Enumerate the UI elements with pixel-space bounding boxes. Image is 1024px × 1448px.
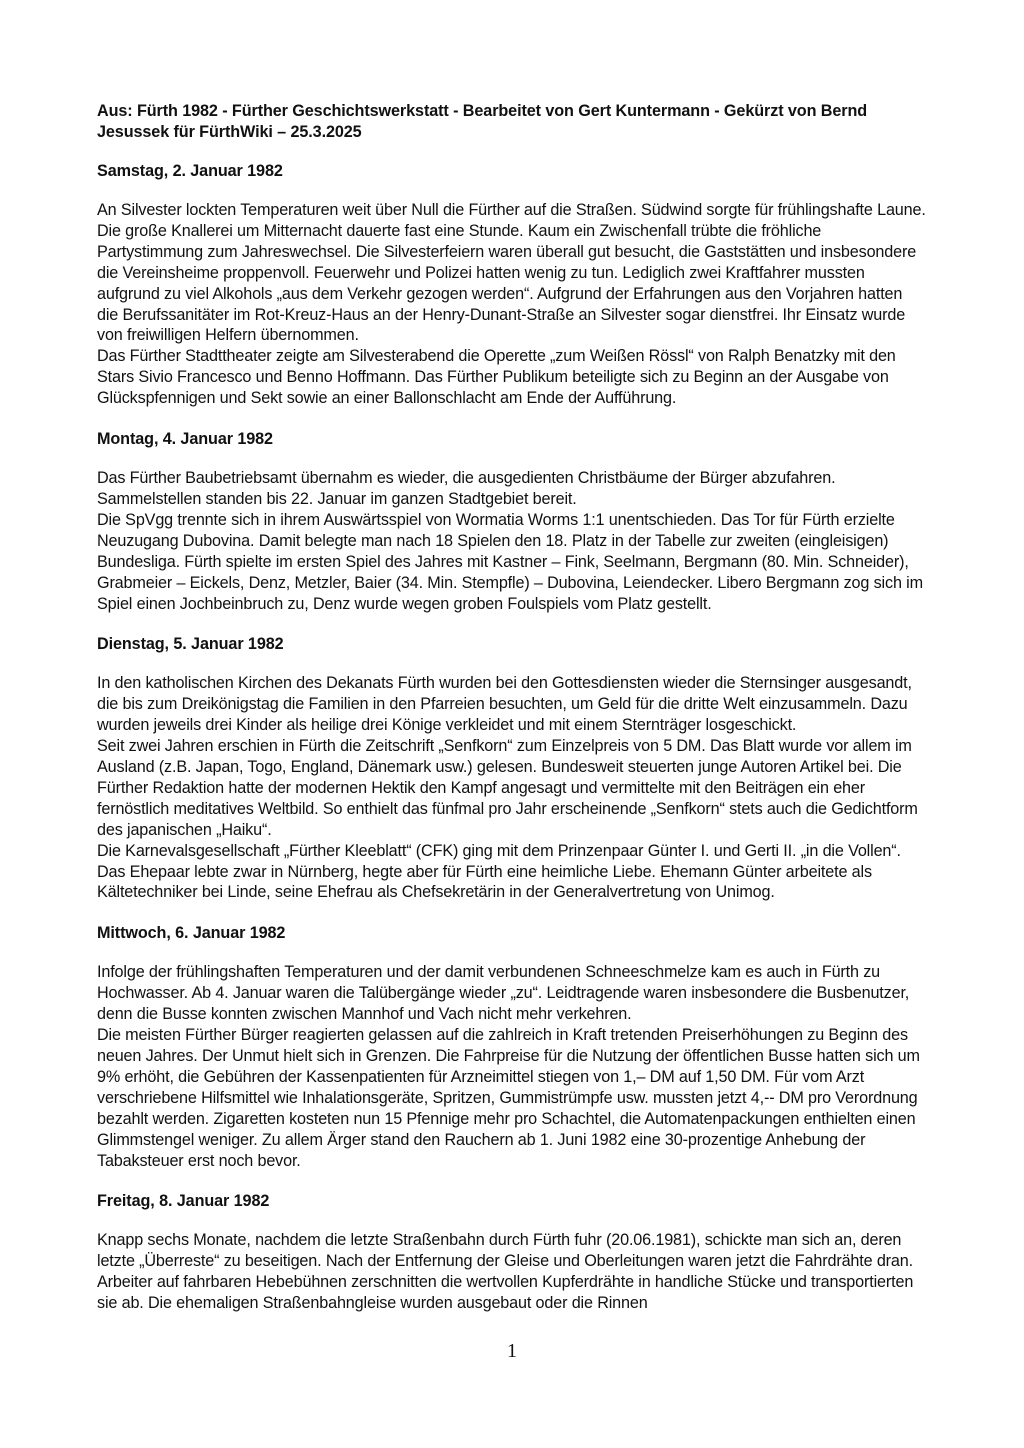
paragraph: An Silvester lockten Temperaturen weit über Null die Fürther auf die Straßen. Südwind sorgte für frühlingshafte Laune. Die große Knallerei um Mitternacht dauerte fast eine Stunde. Kaum ein Zwischenfall trübte die fröhliche Partystimmung zum Jahreswechsel. Die Silvesterfeiern waren überall gut besucht, die Gaststätten und insbesondere die Vereinsheime proppenvoll. Feuerwehr und Polizei hatten wenig zu tun. Lediglich zwei Kraftfahrer mussten aufgrund zu viel Alkohols „aus dem Verkehr gezogen werden“. Aufgrund der Erfahrungen aus den Vorjahren hatten die Berufssanitäter im Rot-Kreuz-Haus an der Henry-Dunant-Straße an Silvester sogar dienstfrei. Ihr Einsatz wurde von freiwilligen Helfern übernommen. xyxy=(97,201,926,345)
document-header: Aus: Fürth 1982 - Fürther Geschichtswerkstatt - Bearbeitet von Gert Kuntermann - Gekürzt von Bernd Jesussek für FürthWiki – 25.3.2025 xyxy=(97,102,868,141)
section-freitag-8-januar xyxy=(97,1191,927,1314)
section-title: Dienstag, 5. Januar 1982 xyxy=(97,635,284,654)
document-page xyxy=(97,101,927,1314)
paragraph: Die SpVgg trennte sich in ihrem Auswärtsspiel von Wormatia Worms 1:1 unentschieden. Das Tor für Fürth erzielte Neuzugang Dubovina. Damit belegte man nach 18 Spielen den 18. Platz in der Tabelle zur zweiten (eingleisigen) Bundesliga. Fürth spielte im ersten Spiel des Jahres mit Kastner – Fink, Seelmann, Bergmann (80. Min. Schneider), Grabmeier – Eickels, Denz, Metzler, Baier (34. Min. Stempfle) – Dubovina, Leiendecker. Libero Bergmann zog sich im Spiel einen Jochbeinbruch zu, Denz wurde wegen groben Foulspiels vom Platz gestellt. xyxy=(97,510,923,613)
section-dienstag-5-januar xyxy=(97,634,927,903)
paragraph: Seit zwei Jahren erschien in Fürth die Zeitschrift „Senfkorn“ zum Einzelpreis von 5 DM. Das Blatt wurde vor allem im Ausland (z.B. Japan, Togo, England, Dänemark usw.) gelesen. Bundesweit steuerten junge Autoren Artikel bei. Die Fürther Redaktion hatte der modernen Hektik den Kampf angesagt und vermittelte mit den Beiträgen ein eher fernöstlich meditatives Weltbild. So enthielt das fünfmal pro Jahr erscheinende „Senfkorn“ stets auch die Gedichtform des japanischen „Haiku“. xyxy=(97,737,918,839)
paragraph: Das Fürther Stadttheater zeigte am Silvesterabend die Operette „zum Weißen Rössl“ von Ralph Benatzky mit den Stars Sivio Francesco und Benno Hoffmann. Das Fürther Publikum beteiligte sich zu Beginn an der Ausgabe von Glückspfennigen und Sekt sowie an einer Ballonschlacht am Ende der Aufführung. xyxy=(97,347,896,408)
paragraph: In den katholischen Kirchen des Dekanats Fürth wurden bei den Gottesdiensten wieder die Sternsinger ausgesandt, die bis zum Dreikönigstag die Familien in den Pfarreien besuchten, um Geld für die dritte Welt einzusammeln. Dazu wurden jeweils drei Kinder als heilige drei Könige verkleidet und mit einem Sternträger losgeschickt. xyxy=(97,674,912,735)
section-title: Mittwoch, 6. Januar 1982 xyxy=(97,924,286,943)
section-samstag-2-januar xyxy=(97,161,927,409)
paragraph: Infolge der frühlingshaften Temperaturen und der damit verbundenen Schneeschmelze kam es auch in Fürth zu Hochwasser. Ab 4. Januar waren die Talübergänge wieder „zu“. Leidtragende waren insbesondere die Busbenutzer, denn die Busse konnten zwischen Mannhof und Vach nicht mehr verkehren. xyxy=(97,963,910,1024)
section-mittwoch-6-januar xyxy=(97,923,927,1171)
page-number: 1 xyxy=(507,1340,517,1362)
section-title: Freitag, 8. Januar 1982 xyxy=(97,1192,270,1211)
paragraph: Die Karnevalsgesellschaft „Fürther Kleeblatt“ (CFK) ging mit dem Prinzenpaar Günter I. und Gerti II. „in die Vollen“. Das Ehepaar lebte zwar in Nürnberg, hegte aber für Fürth eine heimliche Liebe. Ehemann Günter arbeitete als Kältetechniker bei Linde, seine Ehefrau als Chefsekretärin in der Generalvertretung von Unimog. xyxy=(97,841,901,902)
section-spacer xyxy=(97,614,927,634)
paragraph: Knapp sechs Monate, nachdem die letzte Straßenbahn durch Fürth fuhr (20.06.1981), schickte man sich an, deren letzte „Überreste“ zu beseitigen. Nach der Entfernung der Gleise und Oberleitungen waren jetzt die Fahrdrähte dran. Arbeiter auf fahrbaren Hebebühnen zerschnitten die wertvollen Kupferdrähte in handliche Stücke und transportierten sie ab. Die ehemaligen Straßenbahngleise wurden ausgebaut oder die Rinnen xyxy=(97,1231,914,1313)
paragraph: Die meisten Fürther Bürger reagierten gelassen auf die zahlreich in Kraft tretenden Preiserhöhungen zu Beginn des neuen Jahres. Der Unmut hielt sich in Grenzen. Die Fahrpreise für die Nutzung der öffentlichen Busse hatten sich um 9% erhöht, die Gebühren der Kassenpatienten für Arzneimittel stiegen von 1,– DM auf 1,50 DM. Für vom Arzt verschriebene Hilfsmittel wie Inhalationsgeräte, Spritzen, Gummistrümpfe usw. mussten jetzt 4,-- DM pro Verordnung bezahlt werden. Zigaretten kosteten nun 15 Pfennige mehr pro Schachtel, die Automatenpackungen enthielten einen Glimmstengel weniger. Zu allem Ärger stand den Rauchern ab 1. Juni 1982 eine 30-prozentige Anhebung der Tabaksteuer erst noch bevor. xyxy=(97,1026,920,1170)
paragraph: Das Fürther Baubetriebsamt übernahm es wieder, die ausgedienten Christbäume der Bürger abzufahren. Sammelstellen standen bis 22. Januar im ganzen Stadtgebiet bereit. xyxy=(97,469,836,508)
section-title: Samstag, 2. Januar 1982 xyxy=(97,162,283,180)
section-spacer xyxy=(97,409,927,429)
section-montag-4-januar xyxy=(97,429,927,614)
section-spacer xyxy=(97,1171,927,1191)
section-spacer xyxy=(97,903,927,923)
section-title: Montag, 4. Januar 1982 xyxy=(97,430,273,449)
